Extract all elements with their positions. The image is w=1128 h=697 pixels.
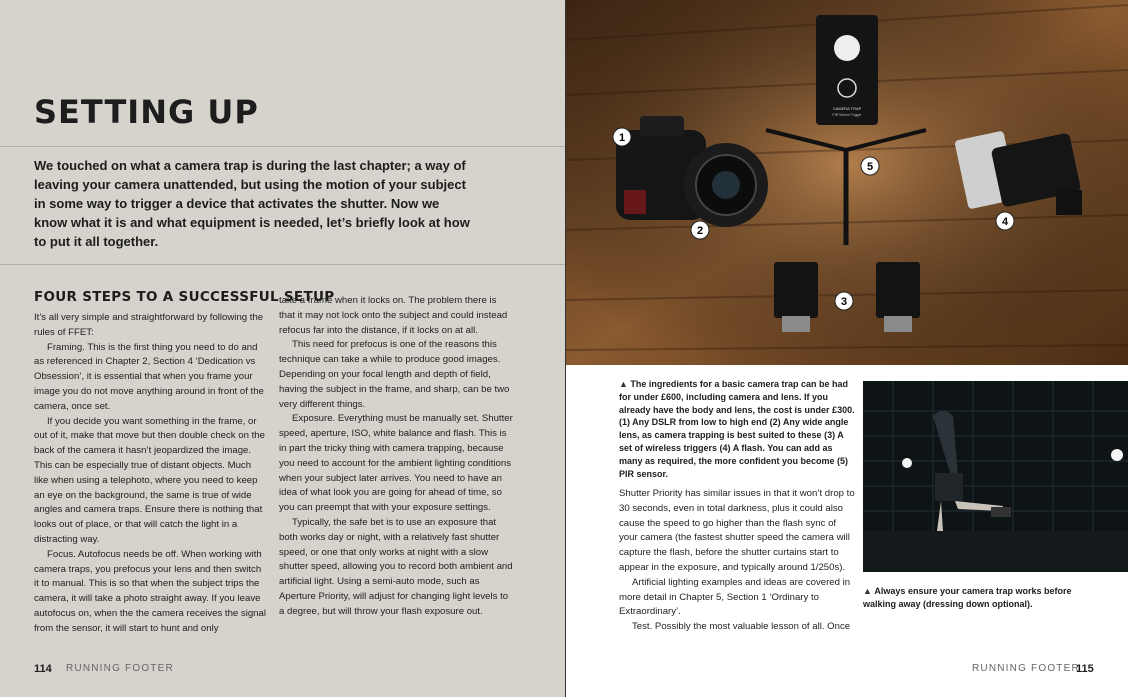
right-text-column — [619, 487, 856, 635]
paragraph: Artificial lighting examples and ideas are covered in more detail in Chapter 5, Section 1 ‘Ordinary to Extraordinary’. — [619, 576, 851, 618]
callout-5: 5 — [866, 161, 874, 173]
photo-caption: ▲ The ingredients for a basic camera trap can be had for under £600, including camera and lens. If you already have the body and lens, the cost is under £300. (1) Any DSLR from low to high end (2) Any wide angle lens, as camera trapping is best suited to these (3) A set of wireless triggers (4) A flash. You can add as many as required, the more confident you become (5) PIR sensor. — [619, 379, 855, 479]
flash-unit — [954, 131, 1082, 215]
page-number: 115 — [1076, 663, 1094, 675]
night-photo-caption: ▲ Always ensure your camera trap works before walking away (dressing down optional). — [863, 586, 1072, 609]
paragraph: take a frame when it locks on. The problem there is that it may not lock onto the subject and could instead refocus far into the distance, if it locks on at all. — [279, 295, 508, 336]
paragraph: This need for prefocus is one of the reasons this technique can take a while to produce good images. Depending on your focal length and depth of field, having the subject in the frame, and sharp, can be two very different things. — [279, 339, 510, 410]
intro-paragraph: We touched on what a camera trap is during the last chapter; a way of leaving your camera unattended, but using the motion of your subject in some way to trigger a device that activates the shutter. Now we know what it is and what equipment is needed, let’s briefly look at how to put it all together. — [34, 158, 470, 249]
divider — [0, 264, 565, 265]
paragraph: It’s all very simple and straightforward by following the rules of FFET: — [34, 312, 264, 338]
running-footer: RUNNING FOOTER — [66, 663, 174, 674]
running-footer: RUNNING FOOTER — [972, 663, 1080, 674]
text-column-1 — [34, 311, 268, 637]
paragraph: Test. Possibly the most valuable lesson of all. Once — [632, 621, 851, 633]
paragraph: Exposure. Everything must be manually set. Shutter speed, aperture, ISO, white balance and flash. This is in part the tricky thing with camera trapping, because you need to account for the ambient lighting conditions when your subject later arrives. You need to have an idea of what look you are going for ahead of time, so you can preempt that with your exposure settings. — [279, 413, 513, 514]
page-title: SETTING UP — [34, 93, 259, 131]
right-page — [565, 0, 1128, 697]
section-heading: FOUR STEPS TO A SUCCESSFUL SETUP — [34, 289, 335, 305]
callout-1: 1 — [618, 132, 626, 144]
triangle-icon: ▲ — [619, 379, 631, 389]
triangle-icon: ▲ — [863, 586, 875, 596]
paragraph: Framing. This is the first thing you need to do and as referenced in Chapter 2, Section 4 ‘Dedication vs Obsession’, it is essential that when you frame your image you do not move anything around in front of the camera, once set. — [34, 341, 264, 412]
night-test-photo — [863, 381, 1128, 572]
callout-3: 3 — [840, 296, 848, 308]
paragraph: Shutter Priority has similar issues in that it won’t drop to 30 seconds, even in total darkness, plus it could also cause the speed to go higher than the flash sync of your camera (the fastest shutter speed the camera will capture the flash, before the shutter curtains start to appear in the exposure, and typically around 1/250s). — [619, 488, 855, 573]
pir-label: CAMERA TRAP — [832, 106, 862, 111]
paragraph: Typically, the safe bet is to use an exposure that both works day or night, with a relatively fast shutter speed, or one that only works at night with a slow shutter speed, allowing you to record both ambient and artificial light. Using a semi-auto mode, such as Aperture Priority, will adjust for changing light levels to a degree, but will throw your flash exposure out. — [279, 516, 513, 617]
paragraph: If you decide you want something in the frame, or out of it, make that move but then double check on the back of the camera it hasn’t jeopardized the image. This can be especially true of distant objects. Much like when using a telephoto, where you need to keep an eye on the background, the same is true of wide angles and camera traps. Ensure there is nothing that looks out of place, or that will catch the light in a distracting way. — [34, 415, 265, 545]
callout-2: 2 — [696, 225, 704, 237]
divider — [0, 146, 565, 147]
text-column-2 — [279, 294, 515, 620]
pir-sublabel: PIR Motion Trigger — [832, 113, 862, 117]
callout-4: 4 — [1001, 216, 1009, 228]
camera-trap-kit-photo — [566, 0, 1128, 365]
page-number: 114 — [34, 663, 52, 675]
paragraph: Focus. Autofocus needs be off. When working with camera traps, you prefocus your lens and then switch it to manual. This is so that when the subject trips the camera, it will take a photo straight away. If you leave autofocus on, when the the camera receives the signal from the sensor, it will start to hunt and only — [34, 548, 266, 634]
